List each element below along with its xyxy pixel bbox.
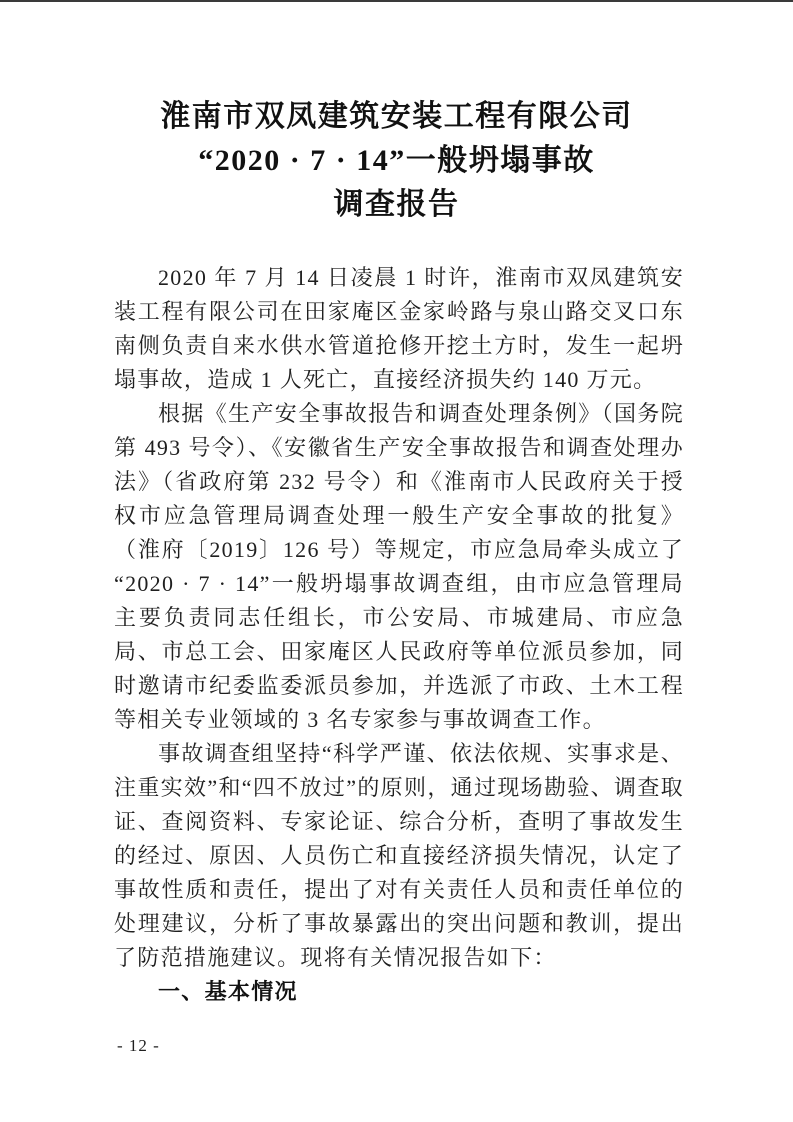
report-title-line-2: “2020 · 7 · 14”一般坍塌事故 [198,144,595,177]
report-title [0,95,793,227]
report-body [114,261,684,1009]
page-number: - 12 - [117,1036,160,1055]
section-heading-basic-situation: 一、基本情况 [158,979,298,1004]
paragraph-investigation-principles: 事故调查组坚持“科学严谨、依法依规、实事求是、注重实效”和“四不放过”的原则，通过现场勘验、调查取证、查阅资料、专家论证、综合分析，查明了事故发生的经过、原因、人员伤亡和直接经济损失情况，认定了事故性质和责任，提出了对有关责任人员和责任单位的处理建议，分析了事故暴露出的突出问题和教训，提出了防范措施建议。现将有关情况报告如下： [114,741,684,970]
paragraph-legal-basis-and-team: 根据《生产安全事故报告和调查处理条例》（国务院第 493 号令）、《安徽省生产安全事故报告和调查处理办法》（省政府第 232 号令）和《淮南市人民政府关于授权市应急管理局调查处理一般生产安全事故的批复》（淮府〔2019〕126 号）等规定，市应急局牵头成立了“2020 · 7 · 14”一般坍塌事故调查组，由市应急管理局主要负责同志任组长，市公安局、市城建局、市应急局、市总工会、田家庵区人民政府等单位派员参加，同时邀请市纪委监委派员参加，并选派了市政、土木工程等相关专业领域的 3 名专家参与事故调查工作。 [114,401,684,732]
report-title-line-3: 调查报告 [333,188,460,221]
paragraph-incident-summary: 2020 年 7 月 14 日凌晨 1 时许，淮南市双凤建筑安装工程有限公司在田家庵区金家岭路与泉山路交叉口东南侧负责自来水供水管道抢修开挖土方时，发生一起坍塌事故，造成 1 人死亡，直接经济损失约 140 万元。 [114,265,684,392]
scan-edge-artifact [0,0,793,2]
report-title-line-1: 淮南市双凤建筑安装工程有限公司 [160,100,633,133]
